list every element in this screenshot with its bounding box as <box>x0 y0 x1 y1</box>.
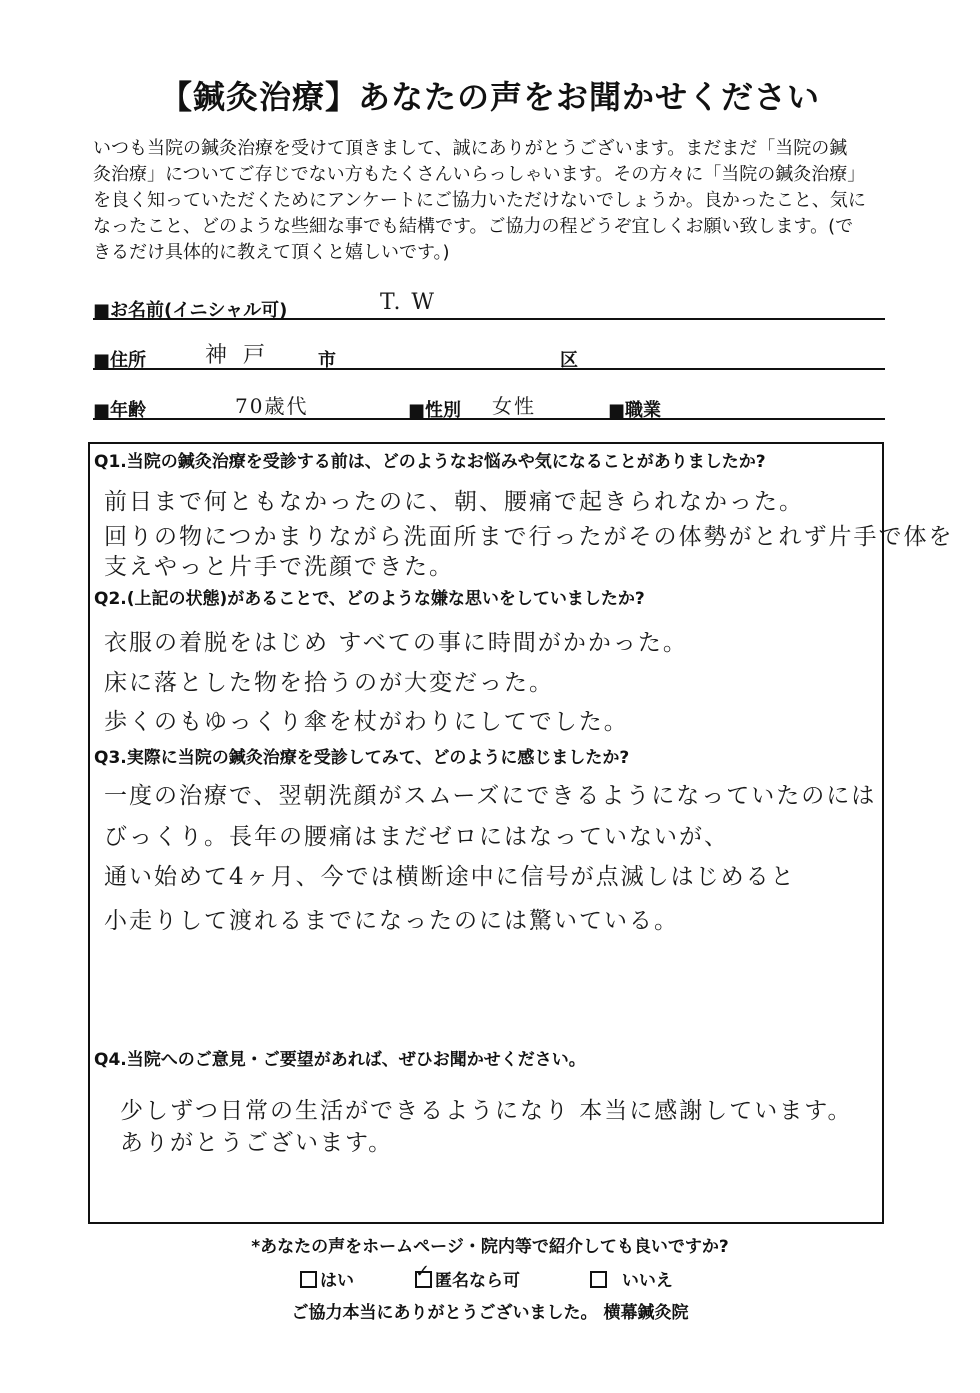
q3-answer-line: 通い始めて4ヶ月、今では横断途中に信号が点滅しはじめると <box>104 864 796 890</box>
q3-answer-line: びっくり。長年の腰痛はまだゼロにはなっていないが、 <box>104 824 729 850</box>
address-underline <box>93 368 885 370</box>
intro-line: いつも当院の鍼灸治療を受けて頂きまして、誠にありがとうございます。まだまだ「当院の鍼 <box>93 138 848 159</box>
q4-answer-line: ありがとうございます。 <box>120 1130 394 1156</box>
consent-question: *あなたの声をホームページ・院内等で紹介しても良いですか? <box>251 1237 729 1257</box>
page-title: 【鍼灸治療】あなたの声をお聞かせください <box>159 78 820 116</box>
consent-option-no[interactable] <box>590 1266 673 1291</box>
job-label: ■職業 <box>608 400 662 421</box>
gender-value: 女性 <box>492 394 536 418</box>
q2-answer-line: 歩くのもゆっくり傘を杖がわりにしてでした。 <box>104 709 629 735</box>
closing-message: ご協力本当にありがとうございました。 横幕鍼灸院 <box>291 1303 689 1323</box>
checkbox-yes[interactable] <box>300 1271 317 1288</box>
q2-answer-line: 衣服の着脱をはじめ すべての事に時間がかかった。 <box>104 630 688 656</box>
intro-line: きるだけ具体的に教えて頂くと嬉しいです。) <box>93 242 450 263</box>
age-row-underline <box>93 418 885 420</box>
intro-line: を良く知っていただくためにアンケートにご協力いただけないでしょうか。良かったこと、気に <box>93 190 866 211</box>
consent-option-label: いいえ <box>621 1271 673 1291</box>
q3-title: Q3.実際に当院の鍼灸治療を受診してみて、どのように感じましたか? <box>94 748 630 768</box>
checkmark-icon: ✓ <box>415 1261 431 1282</box>
q4-answer-line: 少しずつ日常の生活ができるようになり 本当に感謝しています。 <box>120 1098 853 1124</box>
q1-answer-line: 支えやっと片手で洗顔できた。 <box>104 554 454 580</box>
checkbox-anonymous[interactable] <box>415 1261 432 1288</box>
checkbox-no[interactable] <box>590 1271 607 1288</box>
q2-answer-line: 床に落とした物を拾うのが大変だった。 <box>104 670 554 696</box>
intro-paragraph <box>93 136 883 266</box>
consent-option-label: 匿名なら可 <box>435 1271 520 1291</box>
consent-option-label: はい <box>320 1271 354 1291</box>
age-label: ■年齢 <box>93 400 147 421</box>
name-value: T. W <box>380 290 437 315</box>
consent-option-anonymous[interactable] <box>415 1261 520 1291</box>
address-label: ■住所 <box>93 350 147 371</box>
q1-answer-line: 前日まで何ともなかったのに、朝、腰痛で起きられなかった。 <box>104 489 804 515</box>
consent-option-yes[interactable] <box>300 1266 354 1291</box>
address-ward-suffix: 区 <box>560 350 578 371</box>
q1-answer-line: 回りの物につかまりながら洗面所まで行ったがその体勢がとれず片手で体を <box>104 524 954 550</box>
q2-title: Q2.(上記の状態)があることで、どのような嫌な思いをしていましたか? <box>94 589 645 609</box>
q3-answer-line: 小走りして渡れるまでになったのには驚いている。 <box>104 908 679 934</box>
intro-line: なったこと、どのような些細な事でも結構です。ご協力の程どうぞ宜しくお願い致します。(で <box>93 216 854 237</box>
address-city-value: 神戸 <box>205 343 282 368</box>
q4-title: Q4.当院へのご意見・ご要望があれば、ぜひお聞かせください。 <box>94 1050 586 1070</box>
address-city-suffix: 市 <box>318 350 336 371</box>
name-underline <box>93 318 885 320</box>
gender-label: ■性別 <box>408 400 462 421</box>
age-value: 70歳代 <box>235 394 309 418</box>
intro-line: 灸治療」についてご存じでない方もたくさんいらっしゃいます。その方々に「当院の鍼灸治療」 <box>93 164 866 185</box>
name-label: ■お名前(イニシャル可) <box>93 300 288 321</box>
q3-answer-line: 一度の治療で、翌朝洗顔がスムーズにできるようになっていたのには <box>104 783 877 809</box>
q1-title: Q1.当院の鍼灸治療を受診する前は、どのようなお悩みや気になることがありましたか? <box>94 452 766 472</box>
